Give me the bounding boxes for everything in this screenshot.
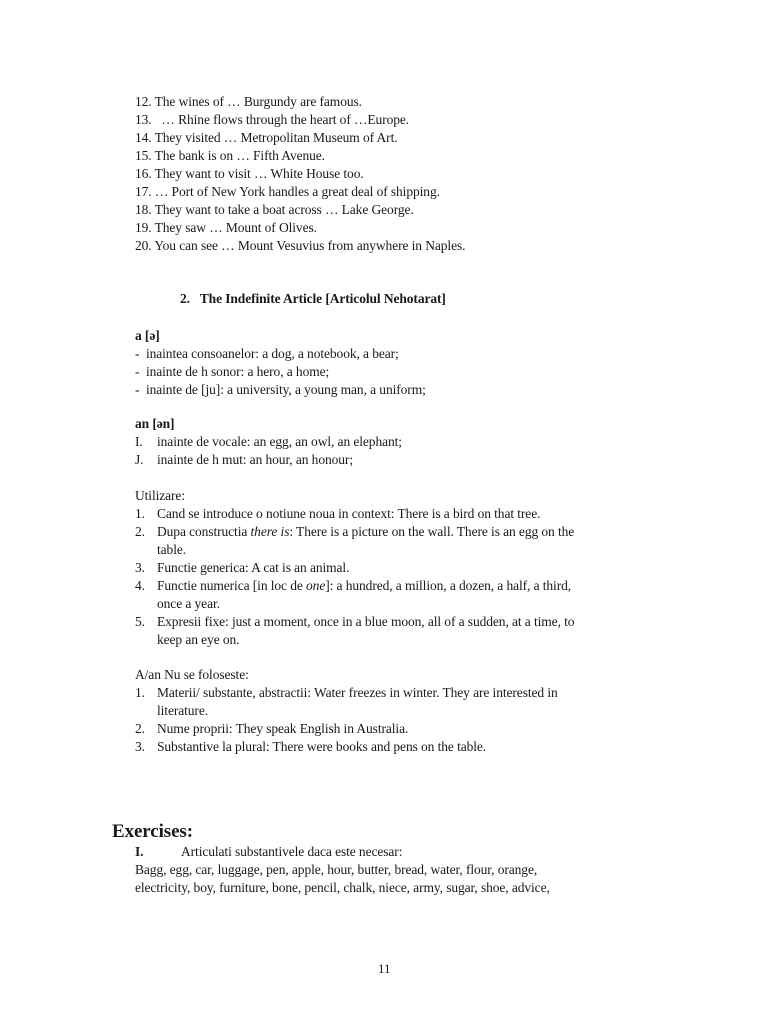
list-item: 3. Functie generica: A cat is an animal. bbox=[135, 560, 350, 575]
article-an-label: an [ən] bbox=[135, 416, 175, 431]
list-item: 1. Materii/ substante, abstractii: Water freezes in winter. They are interested in bbox=[135, 685, 558, 700]
list-item-continuation: literature. bbox=[157, 703, 208, 718]
exercises-title: Exercises: bbox=[112, 821, 193, 842]
list-item: 15. The bank is on … Fifth Avenue. bbox=[135, 148, 325, 163]
exercise-words-line: electricity, boy, furniture, bone, pencil, chalk, niece, army, sugar, shoe, advice, bbox=[135, 880, 550, 895]
list-item: 19. They saw … Mount of Olives. bbox=[135, 220, 317, 235]
list-item: 14. They visited … Metropolitan Museum of Art. bbox=[135, 130, 398, 145]
list-item-continuation: keep an eye on. bbox=[157, 632, 240, 647]
list-item: 13. … Rhine flows through the heart of …Europe. bbox=[135, 112, 410, 127]
list-item: 2. Dupa constructia there is: There is a picture on the wall. There is an egg on the bbox=[135, 524, 575, 539]
exercise-words-line: Bagg, egg, car, luggage, pen, apple, hour, butter, bread, water, flour, orange, bbox=[135, 862, 538, 877]
list-item-continuation: once a year. bbox=[157, 596, 220, 611]
list-item: 16. They want to visit … White House too. bbox=[135, 166, 364, 181]
section-heading: 2. The Indefinite Article [Articolul Nehotarat] bbox=[180, 291, 446, 306]
list-item: - inaintea consoanelor: a dog, a notebook, a bear; bbox=[135, 346, 399, 361]
list-item: - inainte de [ju]: a university, a young man, a uniform; bbox=[135, 382, 426, 397]
list-item: 18. They want to take a boat across … Lake George. bbox=[135, 202, 414, 217]
page-number: 11 bbox=[378, 961, 391, 976]
list-item: 3. Substantive la plural: There were books and pens on the table. bbox=[135, 739, 487, 754]
list-item: 1. Cand se introduce o notiune noua in context: There is a bird on that tree. bbox=[135, 506, 541, 521]
list-item: 2. Nume proprii: They speak English in Australia. bbox=[135, 721, 409, 736]
list-item: 5. Expresii fixe: just a moment, once in a blue moon, all of a sudden, at a time, to bbox=[135, 614, 575, 629]
list-item: J. inainte de h mut: an hour, an honour; bbox=[135, 452, 353, 467]
list-item: 17. … Port of New York handles a great deal of shipping. bbox=[135, 184, 440, 199]
list-item-continuation: table. bbox=[157, 542, 187, 557]
list-item: - inainte de h sonor: a hero, a home; bbox=[135, 364, 330, 379]
usage-label: Utilizare: bbox=[135, 488, 185, 503]
list-item: I. inainte de vocale: an egg, an owl, an elephant; bbox=[135, 434, 402, 449]
not-used-label: A/an Nu se foloseste: bbox=[135, 667, 249, 682]
article-a-label: a [ə] bbox=[135, 328, 160, 343]
list-item: 20. You can see … Mount Vesuvius from anywhere in Naples. bbox=[135, 238, 466, 253]
exercise-instruction: I. Articulati substantivele daca este necesar: bbox=[135, 844, 403, 859]
list-item: 4. Functie numerica [in loc de one]: a hundred, a million, a dozen, a half, a third, bbox=[135, 578, 572, 593]
list-item: 12. The wines of … Burgundy are famous. bbox=[135, 94, 362, 109]
